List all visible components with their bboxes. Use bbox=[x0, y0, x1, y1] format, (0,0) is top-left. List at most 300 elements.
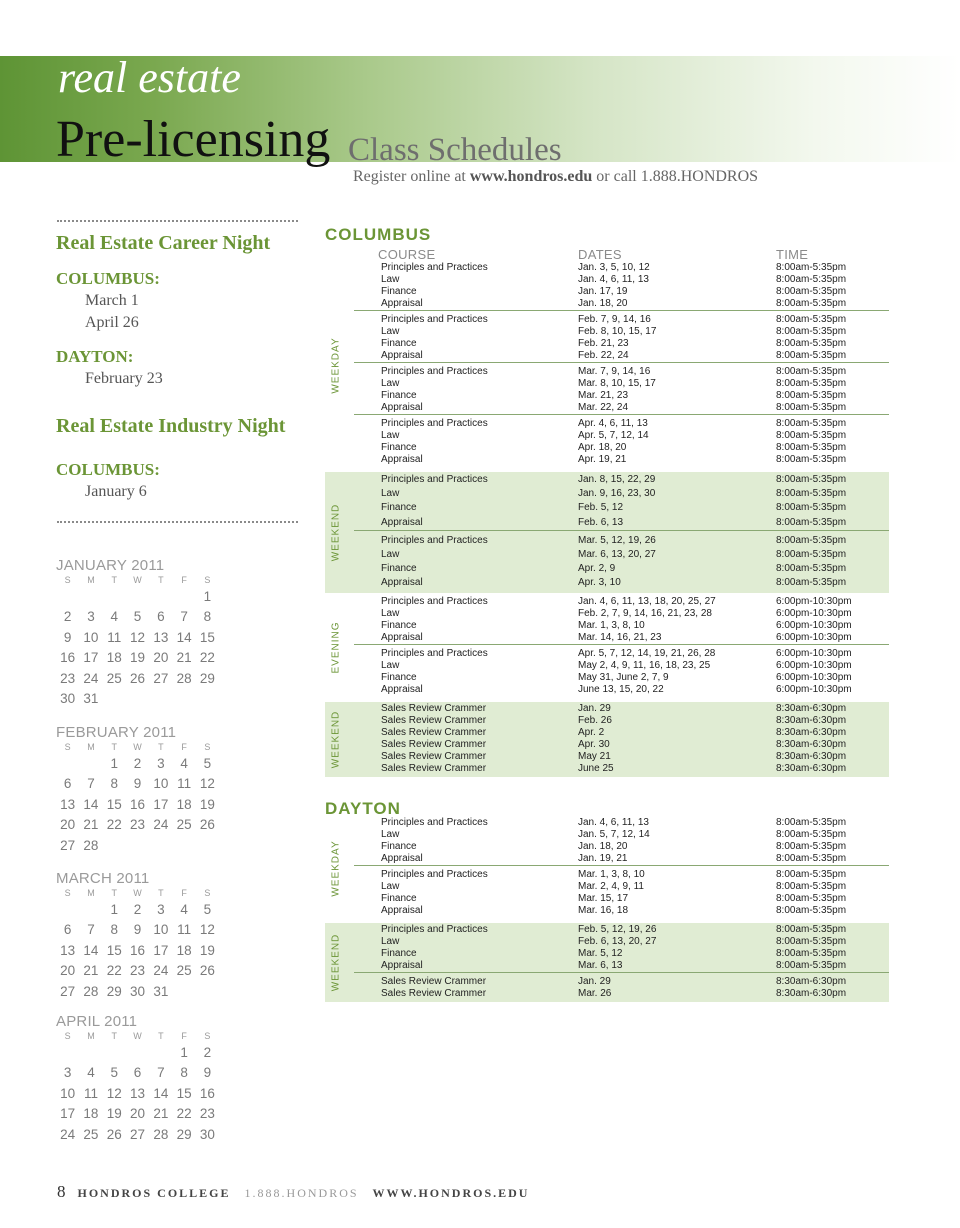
schedule-row bbox=[354, 418, 889, 430]
schedule-row bbox=[354, 739, 889, 751]
schedule-row bbox=[354, 454, 889, 466]
calendar-title: APRIL 2011 bbox=[56, 1013, 138, 1030]
calendar-day: 15 bbox=[176, 1085, 192, 1101]
cell-dates: Apr. 5, 7, 12, 14 bbox=[578, 430, 649, 441]
calendar-day: 7 bbox=[157, 1065, 165, 1081]
cell-time: 8:30am-6:30pm bbox=[776, 976, 847, 987]
cell-time: 8:00am-5:35pm bbox=[776, 262, 847, 273]
calendar-day: 19 bbox=[199, 796, 215, 812]
calendar-blank bbox=[56, 587, 79, 607]
calendar-day: 11 bbox=[83, 1085, 98, 1101]
schedule-section-weekend bbox=[325, 923, 889, 1002]
section-label bbox=[325, 817, 347, 920]
cell-course: Principles and Practices bbox=[381, 534, 488, 546]
calendar-blank bbox=[103, 587, 126, 607]
schedule-row bbox=[354, 262, 889, 274]
calendar-day: 7 bbox=[87, 922, 95, 938]
calendar-weekday: M bbox=[87, 742, 95, 752]
calendar-weekday: T bbox=[111, 742, 117, 752]
schedule-row bbox=[354, 660, 889, 672]
schedule-row bbox=[354, 576, 889, 590]
cell-course: Principles and Practices bbox=[381, 924, 488, 935]
cell-time: 6:00pm-10:30pm bbox=[776, 619, 852, 631]
calendar-day: 1 bbox=[180, 1045, 188, 1060]
schedule-row bbox=[354, 366, 889, 378]
register-url-link[interactable]: www.hondros.edu bbox=[469, 168, 593, 185]
calendar-blank bbox=[126, 587, 149, 607]
schedule-row bbox=[354, 829, 889, 841]
cell-dates: Feb. 21, 23 bbox=[578, 338, 629, 349]
calendar-day: 30 bbox=[199, 1126, 215, 1142]
calendar-day: 18 bbox=[83, 1106, 99, 1122]
footer bbox=[57, 1183, 529, 1201]
section-label bbox=[325, 702, 347, 777]
section-label bbox=[325, 262, 347, 469]
calendar-grid bbox=[56, 574, 216, 709]
calendar-day: 22 bbox=[106, 963, 122, 979]
calendar-day: 21 bbox=[83, 817, 99, 833]
calendar-day: 27 bbox=[130, 1126, 146, 1142]
calendar-day: 22 bbox=[199, 650, 215, 666]
calendar-day: 24 bbox=[60, 1126, 76, 1142]
calendar-day: 25 bbox=[176, 817, 192, 833]
calendar-weekday: S bbox=[64, 1031, 71, 1041]
schedule-row bbox=[354, 442, 889, 454]
calendar-day: 26 bbox=[199, 817, 215, 833]
section-label bbox=[325, 596, 347, 699]
calendar-day: 15 bbox=[106, 942, 122, 958]
schedule-row bbox=[354, 516, 889, 530]
cell-course: Sales Review Crammer bbox=[381, 976, 487, 987]
cell-time: 8:00am-5:35pm bbox=[776, 881, 847, 892]
cell-dates: Mar. 5, 12 bbox=[578, 948, 623, 959]
calendar-day: 16 bbox=[130, 942, 146, 958]
calendar-day: 4 bbox=[180, 756, 188, 771]
cell-course: Finance bbox=[381, 563, 417, 575]
cell-course: Law bbox=[381, 488, 400, 500]
calendar-day: 4 bbox=[180, 902, 188, 917]
cell-dates: Mar. 26 bbox=[578, 988, 612, 999]
cell-time: 8:00am-5:35pm bbox=[776, 488, 847, 500]
cell-course: Finance bbox=[381, 671, 417, 683]
calendar-day: 13 bbox=[60, 942, 76, 958]
calendar-day: 14 bbox=[153, 1085, 169, 1101]
cell-course: Sales Review Crammer bbox=[381, 988, 487, 999]
calendar-weekday: T bbox=[158, 742, 164, 752]
cell-course: Finance bbox=[381, 841, 417, 852]
calendar-day: 31 bbox=[153, 983, 169, 999]
cell-dates: Jan. 18, 20 bbox=[578, 841, 628, 852]
schedule-row bbox=[354, 948, 889, 960]
city-columbus-heading: COLUMBUS bbox=[325, 225, 432, 244]
calendar-blank bbox=[79, 754, 102, 774]
header-script-title: real estate bbox=[58, 53, 241, 102]
calendar-day: 14 bbox=[176, 629, 192, 645]
schedule-row bbox=[354, 960, 889, 972]
calendar-day: 23 bbox=[130, 817, 146, 833]
calendar-day: 5 bbox=[110, 1065, 118, 1081]
calendar-day: 4 bbox=[110, 609, 118, 625]
schedule-row bbox=[354, 936, 889, 948]
calendar-day: 20 bbox=[130, 1106, 146, 1122]
career-night-title: Real Estate Career Night bbox=[56, 232, 271, 254]
calendar-weekday: W bbox=[133, 1031, 142, 1041]
calendar-day: 12 bbox=[199, 776, 215, 792]
page-number: 8 bbox=[57, 1182, 66, 1201]
schedule-row bbox=[354, 608, 889, 620]
cell-dates: Mar. 16, 18 bbox=[578, 905, 629, 916]
calendar-blank bbox=[126, 1043, 149, 1063]
calendar-blank bbox=[103, 1043, 126, 1063]
register-line bbox=[353, 169, 758, 185]
calendar-day: 9 bbox=[63, 629, 72, 645]
cell-dates: Jan. 17, 19 bbox=[578, 286, 628, 297]
calendar-day: 12 bbox=[130, 629, 146, 645]
calendar-day: 10 bbox=[153, 776, 169, 792]
calendar-weekday: S bbox=[204, 742, 211, 752]
schedule-row bbox=[354, 632, 889, 644]
cell-course: Principles and Practices bbox=[381, 366, 488, 377]
career-columbus-date-2: April 26 bbox=[85, 314, 139, 331]
calendar-day: 8 bbox=[180, 1065, 188, 1081]
column-header-dates: DATES bbox=[578, 247, 622, 262]
calendar-day: 2 bbox=[203, 1045, 212, 1060]
schedule-row bbox=[354, 751, 889, 763]
divider-bottom bbox=[57, 521, 298, 523]
schedule-row bbox=[354, 314, 889, 326]
schedule-row bbox=[354, 988, 889, 1000]
calendar-day: 5 bbox=[203, 756, 212, 771]
schedule-section-weekday bbox=[325, 817, 889, 920]
calendar-day: 15 bbox=[106, 796, 122, 812]
footer-url-link[interactable]: WWW.HONDROS.EDU bbox=[372, 1186, 530, 1200]
cell-time: 8:00am-5:35pm bbox=[776, 366, 847, 377]
calendar-day: 5 bbox=[133, 609, 142, 625]
cell-course: Finance bbox=[381, 286, 417, 297]
cell-time: 8:00am-5:35pm bbox=[776, 829, 847, 840]
calendar-day: 6 bbox=[63, 776, 72, 792]
register-mid: or call bbox=[596, 168, 637, 185]
calendar-day: 26 bbox=[199, 963, 215, 979]
cell-time: 6:00pm-10:30pm bbox=[776, 659, 852, 671]
schedule-row bbox=[354, 473, 889, 487]
schedule-row bbox=[354, 853, 889, 865]
calendar-day: 10 bbox=[83, 629, 99, 645]
career-city-columbus: COLUMBUS: bbox=[56, 269, 160, 288]
calendar-weekday: T bbox=[158, 888, 164, 898]
cell-course: Appraisal bbox=[381, 454, 423, 465]
cell-time: 6:00pm-10:30pm bbox=[776, 607, 852, 619]
calendar-day: 19 bbox=[199, 942, 215, 958]
cell-time: 8:00am-5:35pm bbox=[776, 853, 847, 864]
column-header-time: TIME bbox=[776, 247, 809, 262]
industry-columbus-date-1: January 6 bbox=[85, 483, 147, 500]
schedule-row bbox=[354, 534, 889, 548]
calendar-day: 7 bbox=[87, 776, 95, 792]
calendar-day: 28 bbox=[176, 670, 192, 686]
calendar-day: 2 bbox=[63, 609, 72, 625]
cell-dates: Feb. 2, 7, 9, 14, 16, 21, 23, 28 bbox=[578, 607, 712, 619]
cell-time: 8:00am-5:35pm bbox=[776, 390, 847, 401]
divider-top bbox=[57, 220, 298, 222]
schedule-row bbox=[354, 326, 889, 338]
cell-time: 8:00am-5:35pm bbox=[776, 516, 847, 528]
cell-dates: Feb. 6, 13 bbox=[578, 516, 624, 528]
calendar-day: 1 bbox=[110, 902, 118, 917]
cell-dates: Mar. 7, 9, 14, 16 bbox=[578, 366, 651, 377]
schedule-row bbox=[354, 684, 889, 696]
calendar-day: 30 bbox=[60, 690, 76, 706]
schedule-row bbox=[354, 501, 889, 515]
calendar-day: 10 bbox=[153, 922, 169, 938]
calendar-weekday: T bbox=[158, 575, 164, 585]
calendar-weekday: T bbox=[111, 888, 117, 898]
schedule-row bbox=[354, 924, 889, 936]
calendar-weekday: T bbox=[158, 1031, 164, 1041]
schedule-section-weekend bbox=[325, 702, 889, 777]
calendar-day: 8 bbox=[203, 609, 212, 625]
cell-dates: Mar. 15, 17 bbox=[578, 893, 629, 904]
calendar-day: 20 bbox=[60, 817, 76, 833]
calendar-day: 7 bbox=[180, 609, 188, 625]
cell-time: 8:00am-5:35pm bbox=[776, 314, 847, 325]
calendar-weekday: S bbox=[64, 742, 71, 752]
cell-dates: Apr. 3, 10 bbox=[578, 577, 621, 589]
cell-dates: Mar. 6, 13 bbox=[578, 960, 623, 971]
cell-course: Sales Review Crammer bbox=[381, 750, 487, 762]
schedule-row bbox=[354, 286, 889, 298]
section-label-text: WEEKEND bbox=[330, 933, 342, 992]
section-label-text: EVENING bbox=[330, 620, 342, 674]
calendar-grid bbox=[56, 1030, 216, 1145]
cell-course: Principles and Practices bbox=[381, 869, 488, 880]
column-header-course: COURSE bbox=[378, 247, 436, 262]
calendar-blank bbox=[56, 754, 79, 774]
city-dayton-heading: DAYTON bbox=[325, 799, 401, 818]
calendar-day: 16 bbox=[130, 796, 146, 812]
cell-time: 8:00am-5:35pm bbox=[776, 936, 847, 947]
calendar-day: 24 bbox=[83, 670, 99, 686]
footer-college-name: HONDROS COLLEGE bbox=[77, 1186, 231, 1200]
calendar-day: 27 bbox=[153, 670, 169, 686]
calendar-january bbox=[56, 558, 216, 709]
cell-time: 8:00am-5:35pm bbox=[776, 924, 847, 935]
cell-time: 8:30am-6:30pm bbox=[776, 726, 847, 738]
schedule-row bbox=[354, 620, 889, 632]
cell-dates: Apr. 2 bbox=[578, 726, 605, 738]
cell-time: 6:00pm-10:30pm bbox=[776, 595, 852, 607]
calendar-day: 21 bbox=[153, 1106, 169, 1122]
cell-course: Law bbox=[381, 274, 400, 285]
calendar-day: 31 bbox=[83, 690, 99, 706]
cell-dates: Jan. 4, 6, 11, 13, 18, 20, 25, 27 bbox=[578, 595, 716, 607]
calendar-day: 12 bbox=[106, 1085, 122, 1101]
cell-course: Principles and Practices bbox=[381, 262, 488, 273]
calendar-day: 25 bbox=[106, 670, 122, 686]
cell-course: Appraisal bbox=[381, 853, 423, 864]
calendar-day: 9 bbox=[133, 922, 142, 938]
page-subtitle: Class Schedules bbox=[348, 132, 562, 168]
calendar-day: 3 bbox=[157, 902, 165, 917]
schedule-row bbox=[354, 350, 889, 362]
cell-dates: Apr. 4, 6, 11, 13 bbox=[578, 418, 648, 429]
cell-course: Principles and Practices bbox=[381, 817, 488, 828]
calendar-day: 9 bbox=[133, 776, 142, 792]
cell-time: 8:00am-5:35pm bbox=[776, 841, 847, 852]
calendar-day: 29 bbox=[176, 1126, 192, 1142]
calendar-day: 29 bbox=[199, 670, 215, 686]
cell-course: Principles and Practices bbox=[381, 595, 488, 607]
cell-dates: Mar. 5, 12, 19, 26 bbox=[578, 534, 656, 546]
career-dayton-date-1: February 23 bbox=[85, 370, 163, 387]
calendar-day: 9 bbox=[203, 1065, 212, 1081]
cell-course: Principles and Practices bbox=[381, 647, 488, 659]
cell-course: Law bbox=[381, 548, 400, 560]
calendar-day: 28 bbox=[83, 837, 99, 853]
calendar-weekday: F bbox=[181, 1031, 187, 1041]
cell-dates: Apr. 30 bbox=[578, 738, 610, 750]
calendar-day: 17 bbox=[60, 1106, 76, 1122]
cell-time: 8:00am-5:35pm bbox=[776, 378, 847, 389]
cell-time: 8:00am-5:35pm bbox=[776, 817, 847, 828]
cell-time: 8:00am-5:35pm bbox=[776, 869, 847, 880]
calendar-day: 15 bbox=[199, 629, 215, 645]
cell-dates: Feb. 5, 12 bbox=[578, 502, 624, 514]
cell-course: Principles and Practices bbox=[381, 474, 488, 485]
calendar-blank bbox=[149, 587, 172, 607]
calendar-title: MARCH 2011 bbox=[56, 870, 150, 887]
calendar-day: 4 bbox=[87, 1065, 95, 1081]
calendar-weekday: F bbox=[181, 742, 187, 752]
calendar-day: 21 bbox=[83, 963, 99, 979]
calendar-day: 25 bbox=[83, 1126, 99, 1142]
calendar-day: 20 bbox=[60, 963, 76, 979]
schedule-row bbox=[354, 402, 889, 414]
cell-dates: Jan. 9, 16, 23, 30 bbox=[578, 488, 656, 500]
cell-time: 8:30am-6:30pm bbox=[776, 714, 847, 726]
schedule-group bbox=[354, 972, 889, 1002]
industry-night-title: Real Estate Industry Night bbox=[56, 415, 286, 437]
cell-time: 8:00am-5:35pm bbox=[776, 286, 847, 297]
calendar-day: 19 bbox=[106, 1106, 122, 1122]
cell-time: 6:00pm-10:30pm bbox=[776, 671, 852, 683]
register-prefix: Register online at bbox=[353, 168, 466, 185]
calendar-day: 3 bbox=[63, 1065, 72, 1081]
cell-dates: Mar. 1, 3, 8, 10 bbox=[578, 869, 645, 880]
calendar-weekday: S bbox=[64, 575, 71, 585]
schedule-group bbox=[354, 310, 889, 362]
section-label-text: WEEKDAY bbox=[330, 337, 342, 394]
schedule-row bbox=[354, 881, 889, 893]
cell-time: 8:00am-5:35pm bbox=[776, 298, 847, 309]
cell-time: 8:00am-5:35pm bbox=[776, 338, 847, 349]
schedule-row bbox=[354, 672, 889, 684]
cell-dates: May 31, June 2, 7, 9 bbox=[578, 671, 669, 683]
calendar-blank bbox=[56, 1043, 79, 1063]
schedule-section-evening bbox=[325, 596, 889, 699]
calendar-day: 6 bbox=[133, 1065, 142, 1081]
calendar-day: 25 bbox=[176, 963, 192, 979]
cell-time: 8:00am-5:35pm bbox=[776, 948, 847, 959]
calendar-day: 8 bbox=[110, 776, 118, 792]
cell-course: Finance bbox=[381, 502, 417, 514]
schedule-row bbox=[354, 869, 889, 881]
cell-course: Sales Review Crammer bbox=[381, 738, 487, 750]
cell-time: 8:00am-5:35pm bbox=[776, 430, 847, 441]
cell-dates: May 2, 4, 9, 11, 16, 18, 23, 25 bbox=[578, 659, 711, 671]
calendar-day: 30 bbox=[130, 983, 146, 999]
cell-dates: Apr. 5, 7, 12, 14, 19, 21, 26, 28 bbox=[578, 647, 716, 659]
cell-dates: Mar. 2, 4, 9, 11 bbox=[578, 881, 644, 892]
calendar-day: 6 bbox=[157, 609, 165, 625]
schedule-row bbox=[354, 378, 889, 390]
career-columbus-date-1: March 1 bbox=[85, 292, 139, 309]
calendar-day: 1 bbox=[203, 589, 212, 604]
cell-dates: Jan. 29 bbox=[578, 976, 611, 987]
calendar-day: 11 bbox=[177, 776, 192, 792]
section-label-text: WEEKDAY bbox=[330, 840, 342, 897]
calendar-day: 3 bbox=[87, 609, 95, 625]
calendar-weekday: F bbox=[181, 575, 187, 585]
calendar-day: 13 bbox=[130, 1085, 146, 1101]
cell-dates: May 21 bbox=[578, 750, 611, 762]
schedule-group bbox=[354, 362, 889, 414]
cell-course: Appraisal bbox=[381, 683, 423, 695]
calendar-weekday: S bbox=[64, 888, 71, 898]
calendar-weekday: W bbox=[133, 575, 142, 585]
schedule-row bbox=[354, 976, 889, 988]
schedule-section-weekday bbox=[325, 262, 889, 469]
calendar-day: 21 bbox=[176, 650, 192, 666]
calendar-day: 28 bbox=[153, 1126, 169, 1142]
calendar-title: FEBRUARY 2011 bbox=[56, 724, 177, 741]
cell-dates: Jan. 5, 7, 12, 14 bbox=[578, 829, 650, 840]
calendar-blank bbox=[79, 587, 102, 607]
calendar-weekday: T bbox=[111, 1031, 117, 1041]
schedule-row bbox=[354, 841, 889, 853]
schedule-group bbox=[354, 414, 889, 469]
calendar-day: 17 bbox=[153, 796, 169, 812]
calendar-day: 2 bbox=[133, 902, 142, 917]
career-city-dayton: DAYTON: bbox=[56, 347, 134, 366]
cell-course: Finance bbox=[381, 893, 417, 904]
schedule-row bbox=[354, 893, 889, 905]
cell-dates: Jan. 3, 5, 10, 12 bbox=[578, 262, 650, 273]
page-title: Pre-licensing bbox=[56, 111, 331, 168]
calendar-day: 12 bbox=[199, 922, 215, 938]
cell-course: Appraisal bbox=[381, 577, 423, 589]
calendar-day: 27 bbox=[60, 837, 76, 853]
cell-time: 8:30am-6:30pm bbox=[776, 762, 847, 774]
cell-course: Law bbox=[381, 881, 400, 892]
calendar-day: 1 bbox=[110, 756, 118, 771]
calendar-grid bbox=[56, 741, 216, 856]
cell-course: Principles and Practices bbox=[381, 418, 488, 429]
calendar-day: 16 bbox=[60, 650, 76, 666]
cell-course: Law bbox=[381, 829, 400, 840]
cell-course: Law bbox=[381, 430, 400, 441]
calendar-day: 2 bbox=[133, 756, 142, 771]
schedule-group bbox=[354, 530, 889, 593]
footer-phone: 1.888.HONDROS bbox=[244, 1186, 359, 1200]
calendar-title: JANUARY 2011 bbox=[56, 557, 165, 574]
cell-time: 8:00am-5:35pm bbox=[776, 326, 847, 337]
cell-course: Law bbox=[381, 378, 400, 389]
calendar-day: 23 bbox=[199, 1106, 215, 1122]
section-label-text: WEEKEND bbox=[330, 503, 342, 562]
schedule-row bbox=[354, 715, 889, 727]
section-label-text: WEEKEND bbox=[330, 710, 342, 768]
